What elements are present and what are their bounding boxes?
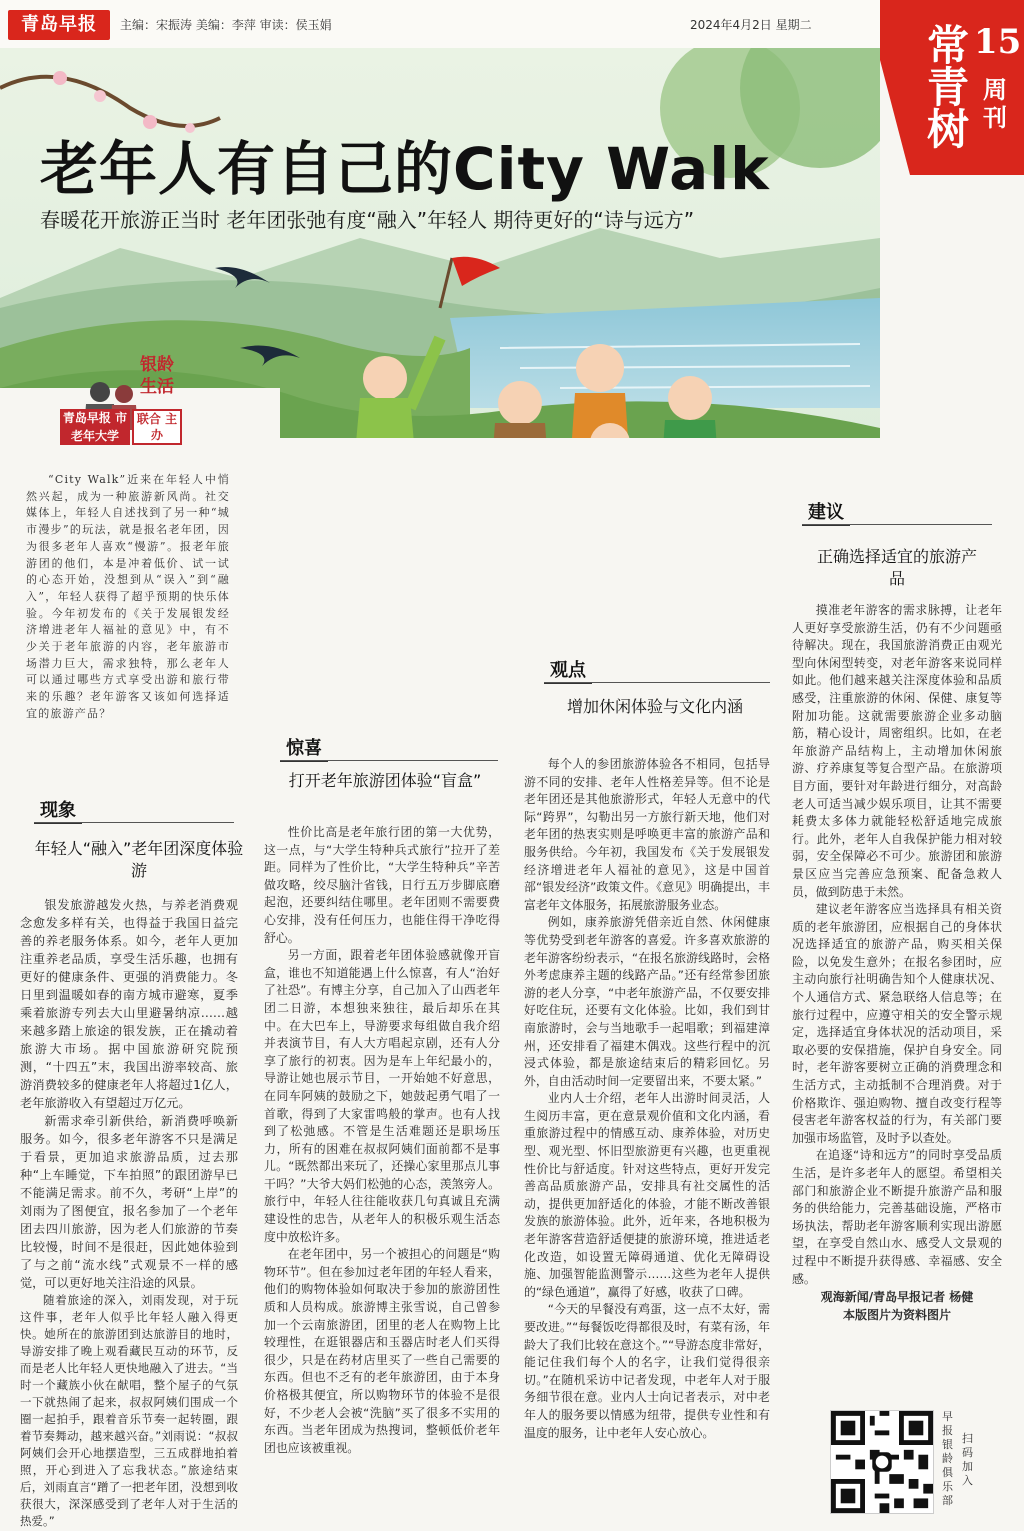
byline: 观海新闻/青岛早报记者 杨健	[820, 1290, 974, 1305]
section-heading-surprise: 打开老年旅游团体验“盲盒”	[288, 771, 482, 790]
section-heading-suggestion: 正确选择适宜的旅游产品	[816, 547, 977, 588]
section-tag-surprise: 惊喜	[280, 734, 328, 762]
qr-code-icon[interactable]	[830, 1410, 934, 1514]
intro-text: “City Walk”近来在年轻人中悄然兴起，成为一种旅游新风尚。社交媒体上，年轻人自述找到了另一种“城市漫步”的玩法，就是报名老年团，因为很多老年人喜欢“慢游”。报老年旅游团的他们，本是冲着低价、试一试的心态开始，没想到从“误入”到“融入”，年轻人获得了超乎预期的快乐体验。今年初发布的《关于发展银发经济增进老年人福祉的意见》中，有不少关于老年旅游的内容，老年旅游市场潜力巨大，需求独特，那么老年人可以通过哪些方式享受出游和旅行带来的乐趣？老年游客又该如何选择适宜的旅游产品？	[26, 473, 230, 720]
section-body-phenomenon: 银发旅游越发火热，与养老消费观念愈发多样有关，也得益于我国日益完善的养老服务体系。如今，老年人更加注重养老品质，享受生活乐趣，也拥有更好的健康条件、更强的消费能力。冬日里到温暖如春的南方城市避寒，夏季乘着旅游专列去大山里避暑纳凉……越来越多踏上旅途的银发族，正在撬动着旅游大市场。据中国旅游研究院预测，“十四五”末，我国出游率较高、旅游消费较多的健康老年人将超过1亿人，老年旅游收入有望超过万亿元。 新需求牵引新供给，新消费呼唤新服务。如今，很多老年游客不只是满足于看景，更加追求旅游品质，过去那种“上车睡觉，下车拍照”的跟团游早已不能满足需求。前不久，考研“上岸”的刘雨为了图便宜，报名参加了一个老年团去四川旅游，因为老人们旅游的节奏比较慢，时间不是很赶，因此她体验到了与之前“流水线”式观景不一样的感觉，可以更好地关注沿途的风景。 随着旅途的深入，刘雨发现，对于玩这件事，老年人似乎比年轻人融入得更快。她所在的旅游团到达旅游目的地时，导游安排了晚上观看藏民互动的环节，反而是老人比年轻人更快地融入了进去。“当时一个藏族小伙在献唱，整个屋子的气氛一下就热闹了起来，叔叔阿姨们围成一个圈一起拍手，跟着音乐节奏一起转圈，跟着节奏舞动，越来越兴奋。”刘雨说：“叔叔阿姨们会开心地摆造型，三五成群地拍着照，开心到进入了忘我状态。”旅途结束后，刘雨直言“蹭了一把老年团，没想到收获很大，深深感受到了老年人对于生活的热爱。”	[20, 898, 238, 1528]
section-tag-suggestion: 建议	[802, 498, 850, 526]
section-heading-viewpoint: 增加休闲体验与文化内涵	[566, 697, 743, 716]
section-tag-phenomenon: 现象	[34, 796, 82, 824]
divider	[34, 822, 234, 823]
article-subtitle: 春暖花开旅游正当时 老年团张弛有度“融入”年轻人 期待更好的“诗与远方”	[40, 208, 695, 232]
qr-scan-label: 扫码加入	[962, 1432, 973, 1487]
section-heading-phenomenon: 年轻人“融入”老年团深度体验游	[34, 839, 244, 880]
page-number: 15	[974, 22, 1022, 62]
section-body-suggestion: 摸准老年游客的需求脉搏，让老年人更好享受旅游生活，仍有不少问题亟待解决。现在，我国旅游消费正由观光型向休闲型转变，对老年游客来说同样如此。他们越来越关注深度体验和品质感受，注重旅游的休闲、保健、康复等附加功能。这就需要旅游企业多动脑筋，精心设计，周密组织。比如，在老年旅游产品结构上，主动增加休闲旅游、疗养康复等复合型产品。在旅游项目方面，要针对年龄进行细分，对高龄老人可适当减少娱乐项目，让其不需要耗费太多体力就能轻松舒适地完成旅行。此外，老年人自我保护能力相对较弱，安全保障必不可少。旅游团和旅游景区应当完善应急预案、配备急救人员，做到防患于未然。 建议老年游客应当选择具有相关资质的老年旅游团，应根据自己的身体状况选择适宜的旅游产品，购买相关保险，以免发生意外；在报名参团时，应主动向旅行社明确告知个人健康状况、个人通信方式、紧急联络人信息等；在旅行过程中，应遵守相关的安全警示规定，选择适宜身体状况的活动项目，采取必要的安保措施，保护自身安全。同时，老年游客要树立正确的消费理念和生活方式，主动抵制不合理消费。对于价格欺诈、强迫购物、擅自改变行程等侵害老年游客权益的行为，有关部门要加强市场监管，及时予以查处。 在追逐“诗和远方”的同时享受品质生活，是许多老年人的愿望。希望相关部门和旅游企业不断提升旅游产品和服务的供给能力，完善基础设施，严格市场执法，帮助老年游客顺利实现出游愿望，在享受自然山水、感受人文景观的过程中不断提升获得感、幸福感、安全感。 观海新闻/青岛早报记者 杨健 本版图片为资料图片	[792, 603, 1002, 1323]
seal-joint-host: 联合 主办	[132, 409, 182, 445]
weekly-label: 周刊	[983, 75, 1007, 132]
column-name: 常青树	[921, 23, 970, 149]
article-title: 老年人有自己的City Walk	[40, 135, 770, 203]
section-body-viewpoint: 每个人的参团旅游体验各不相同，包括导游不同的安排、老年人性格差异等。但不论是老年团还是其他旅游形式，年轻人无意中的代际“跨界”，勾勒出另一方旅行新天地，他们对老年团的热衷实则是呼唤更丰富的旅游产品和服务供给。今年初，我国发布《关于发展银发经济增进老年人福祉的意见》，这是中国首部“银发经济”政策文件。《意见》明确提出，丰富老年文体服务，拓展旅游服务业态。 例如，康养旅游凭借亲近自然、休闲健康等优势受到老年游客的喜爱。许多喜欢旅游的老年游客纷纷表示，“在报名旅游线路时，会格外考虑康养主题的线路产品。”还有经常参团旅游的老人分享，“中老年旅游产品，不仅要安排好吃住玩，还要有文化体验。比如，我们到甘南旅游时，会与当地歌手一起唱歌；到福建漳州，还安排看了福建木偶戏。这些行程中的沉浸式体验，都是旅途结束后的精彩回忆。另外，自由活动时间一定要留出来，不要太紧。” 业内人士介绍，老年人出游时间灵活，人生阅历丰富，更在意景观价值和文化内涵，看重旅游过程中的情感互动、康养体验，对历史型、观光型、怀旧型旅游更有兴趣，也更重视性价比与舒适度。针对这些特点，更好开发完善高品质旅游产品，安排具有社交属性的活动，提供更加舒适化的体验，才能不断改善银发族的旅游体验。此外，近年来，各地积极为老年游客营造舒适便捷的旅游环境，推进适老化改造，如设置无障碍通道、优化无障碍设施、加强智能监测警示……这些为老年人提供的“绿色通道”，赢得了好感，收获了口碑。 “今天的早餐没有鸡蛋，这一点不太好，需要改进。”“每餐饭吃得都很及时，有菜有汤，年龄大了我们比较在意这个。”“导游态度非常好，能记住我们每个人的名字，让我们觉得很亲切。”在随机采访中记者发现，中老年人对于服务细节很在意。业内人士向记者表示，对中老年人的服务要以情感为纽带，提供专业性和有温度的服务，让中老年人安心放心。	[524, 757, 770, 1440]
divider	[544, 682, 770, 683]
photo-credit: 本版图片为资料图片	[842, 1308, 951, 1323]
divider	[280, 760, 498, 761]
newspaper-logo: 青岛早报	[8, 10, 110, 40]
qr-club-label: 早报银龄俱乐部	[942, 1410, 953, 1507]
issue-date: 2024年4月2日 星期二	[690, 18, 812, 32]
section-body-surprise: 性价比高是老年旅行团的第一大优势，这一点，与“大学生特种兵式旅行”拉开了差距。同样为了性价比，“大学生特种兵”辛苦做攻略，绞尽脑汁省钱，日行五万步脚底磨起泡，还要纠结住哪里。老年团则不需要费心安排，没有任何压力，也能住得干净吃得舒心。 另一方面，跟着老年团体验感就像开盲盒，谁也不知道能遇上什么惊喜，有人“治好了社恐”。有博主分享，自己加入了山西老年团二日游，本想独来独往，最后却乐在其中。在大巴车上，导游要求每组做自我介绍并表演节目，有人大方唱起京剧，还有人分享了旅行的初衷。因为是车上年纪最小的，导游让她也展示节目，一开始她不好意思，在同车阿姨的鼓励之下，她鼓起勇气唱了一首歌，得到了大家雷鸣般的掌声。也有人找到了松弛感。不管是生活难题还是职场压力，所有的困难在叔叔阿姨们面前都不是事儿。“既然都出来玩了，还操心家里那点儿事干吗？”大爷大妈们松弛的心态，羡煞旁人。旅行中，年轻人往往能收获几句真诚且充满建设性的忠告，从老年人的积极乐观生活态度中放松许多。 在老年团中，另一个被担心的问题是“购物环节”。但在参加过老年团的年轻人看来，他们的购物体验如何取决于参加的旅游团性质和人员构成。旅游博主张雪说，自己曾参加一个云南旅游团，团里的老人在购物上比较理性，在逛银器店和玉器店时老人们买得很少，只是在药材店里买了一些自己需要的东西。但也不乏有的老年旅游团，由于本身价格极其便宜，所以购物环节的体验不是很好，不少老人会被“洗脑”买了很多不实用的东西。当老年团成为热搜词，整顿低价老年团也应该被重视。	[264, 825, 500, 1455]
divider	[802, 524, 992, 525]
seal-organizers: 青岛早报 市老年大学	[60, 409, 130, 445]
seal-text: 银龄生活	[140, 355, 174, 397]
editor-credits: 主编：宋振涛 美编：李萍 审读：侯玉娟	[120, 18, 332, 32]
section-tag-viewpoint: 观点	[544, 656, 592, 684]
